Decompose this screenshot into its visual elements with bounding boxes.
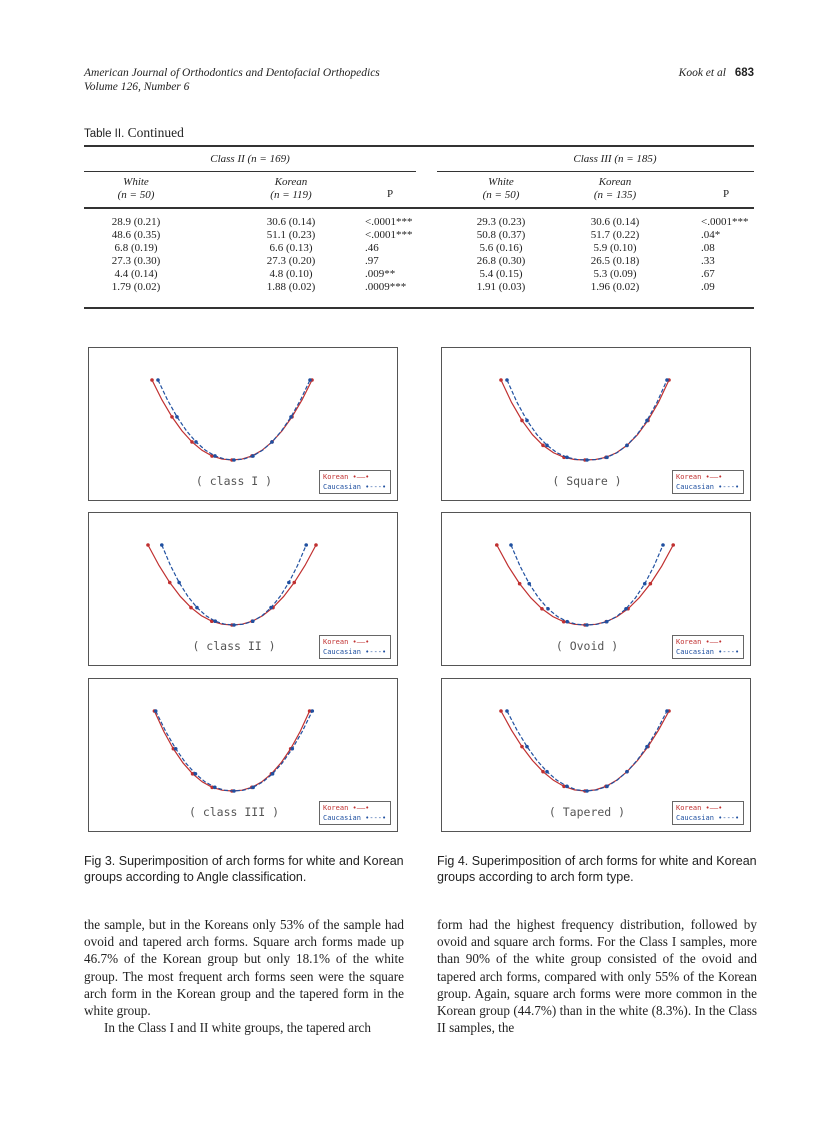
arch-point: [308, 378, 312, 382]
caucasian-line-icon: •---•: [365, 648, 387, 656]
journal-volume: Volume 126, Number 6: [84, 81, 190, 93]
table-cell: 5.6 (0.16): [479, 242, 523, 254]
arch-point: [269, 606, 273, 610]
legend-caucasian-label: Caucasian: [323, 648, 361, 656]
running-header: [84, 66, 380, 94]
panel-label: ( class II ): [192, 639, 276, 653]
korean-line-icon: •——•: [352, 638, 370, 646]
table-cell: 30.6 (0.14): [590, 216, 640, 228]
table-cell: 4.4 (0.14): [114, 268, 158, 280]
arch-point: [525, 419, 529, 423]
legend-korean-label: Korean: [676, 638, 702, 646]
arch-point: [251, 454, 255, 458]
table-cell: 1.91 (0.03): [476, 281, 526, 293]
paragraph: form had the highest frequency distribution, followed by ovoid and square arch forms. For the Class I samples, more than 90% of the white group consisted of the ovoid and tapered arch forms, compared with only 55% of the Korean group. Again, square arch forms were more common in the Korean group (44.7%) than in the white (8.3%). In the Class II samples, the: [437, 917, 757, 1036]
korean-line-icon: •——•: [705, 473, 723, 481]
caucasian-line-icon: •---•: [718, 483, 740, 491]
arch-point: [213, 786, 217, 790]
arch-point: [213, 619, 217, 623]
column-header: Korean: [274, 176, 308, 188]
table-cell: .009**: [365, 268, 396, 280]
table-cell: 5.4 (0.15): [479, 268, 523, 280]
arch-point: [232, 458, 236, 462]
legend-caucasian: [676, 647, 740, 657]
fig3-panel: [88, 678, 398, 832]
table-cell: 26.8 (0.30): [476, 255, 526, 267]
table-cell: 1.79 (0.02): [111, 281, 161, 293]
arch-point: [160, 543, 164, 547]
fig3-caption: [84, 853, 404, 885]
table-cell: 51.7 (0.22): [590, 229, 640, 241]
arch-point: [499, 709, 503, 713]
arch-point: [310, 709, 314, 713]
caucasian-arch-line: [158, 380, 310, 460]
arch-point: [625, 770, 629, 774]
arch-point: [505, 378, 509, 382]
column-header: Korean: [598, 176, 632, 188]
legend-korean: [323, 803, 387, 813]
legend: [319, 635, 391, 659]
caucasian-arch-line: [511, 545, 663, 625]
table-cell: 29.3 (0.23): [476, 216, 526, 228]
legend-caucasian-label: Caucasian: [676, 483, 714, 491]
arch-point: [175, 415, 179, 419]
journal-name: American Journal of Orthodontics and Dentofacial Orthopedics: [84, 67, 380, 79]
arch-point: [270, 440, 274, 444]
arch-point: [605, 785, 609, 789]
paragraph: the sample, but in the Koreans only 53% of the sample had ovoid and tapered arch forms. Square arch forms made up 46.7% of the Korean group but only 18.1% of the white group. The most frequent arch forms seen were the square arch form in the Korean group and the tapered form in the white group.: [84, 917, 404, 1019]
arch-point: [146, 543, 150, 547]
legend-korean-label: Korean: [676, 804, 702, 812]
column-header: White: [123, 176, 149, 188]
arch-point: [292, 581, 296, 585]
page-header-right: [679, 66, 754, 80]
legend-caucasian-label: Caucasian: [676, 814, 714, 822]
arch-point: [645, 419, 649, 423]
header-rule: [84, 207, 754, 209]
group-rule-1: [84, 171, 416, 172]
table-cell: <.0001***: [701, 216, 749, 228]
legend-korean: [676, 472, 740, 482]
arch-point: [645, 745, 649, 749]
arch-point: [624, 607, 628, 611]
table-cell: .08: [701, 242, 715, 254]
korean-line-icon: •——•: [705, 638, 723, 646]
table-cell: 30.6 (0.14): [266, 216, 316, 228]
arch-point: [545, 444, 549, 448]
korean-arch-line: [152, 380, 312, 460]
caucasian-arch-line: [507, 380, 667, 460]
panel-label: ( Square ): [552, 474, 622, 488]
legend: [319, 801, 391, 825]
arch-point: [499, 378, 503, 382]
table-cell: <.0001***: [365, 216, 413, 228]
arch-point: [585, 458, 589, 462]
arch-point: [271, 772, 275, 776]
arch-point: [565, 620, 569, 624]
column-header: White: [488, 176, 514, 188]
arch-point: [661, 543, 665, 547]
legend: [672, 635, 744, 659]
fig3-caption-text: Superimposition of arch forms for white and Korean groups according to Angle classification.: [84, 854, 404, 884]
panel-label: ( Ovoid ): [555, 639, 619, 653]
body-right-column: [437, 916, 757, 1036]
legend-korean-label: Korean: [676, 473, 702, 481]
table-top-rule: [84, 145, 754, 147]
table-cell: 6.8 (0.19): [114, 242, 158, 254]
table-cell: 50.8 (0.37): [476, 229, 526, 241]
arch-point: [565, 456, 569, 460]
fig4-label: Fig 4.: [437, 854, 469, 868]
arch-point: [665, 709, 669, 713]
arch-point: [525, 745, 529, 749]
arch-point: [154, 709, 158, 713]
arch-point: [156, 378, 160, 382]
arch-point: [177, 581, 181, 585]
group-header: Class III (n = 185): [573, 153, 657, 165]
legend-caucasian-label: Caucasian: [676, 648, 714, 656]
arch-point: [643, 582, 647, 586]
table-cell: 27.3 (0.30): [111, 255, 161, 267]
table-cell: 28.9 (0.21): [111, 216, 161, 228]
legend-caucasian: [676, 813, 740, 823]
table-cell: 5.3 (0.09): [593, 268, 637, 280]
korean-arch-line: [501, 711, 669, 791]
table-cell: 4.8 (0.10): [269, 268, 313, 280]
arch-point: [520, 419, 524, 423]
legend-caucasian-label: Caucasian: [323, 814, 361, 822]
table-caption: Continued: [127, 125, 184, 140]
column-header: (n = 50): [117, 189, 155, 201]
column-header: P: [386, 188, 394, 200]
table-cell: <.0001***: [365, 229, 413, 241]
legend-korean-label: Korean: [323, 804, 349, 812]
arch-point: [170, 415, 174, 419]
legend-korean: [676, 803, 740, 813]
table-cell: 27.3 (0.20): [266, 255, 316, 267]
korean-line-icon: •——•: [352, 473, 370, 481]
table-cell: 6.6 (0.13): [269, 242, 313, 254]
legend-caucasian: [323, 482, 387, 492]
column-header: (n = 119): [270, 189, 312, 201]
table-cell: .46: [365, 242, 379, 254]
legend: [319, 470, 391, 494]
arch-point: [289, 415, 293, 419]
arch-point: [585, 789, 589, 793]
legend-caucasian-label: Caucasian: [323, 483, 361, 491]
arch-point: [649, 582, 653, 586]
korean-line-icon: •——•: [352, 804, 370, 812]
page-number: 683: [734, 67, 754, 79]
caucasian-line-icon: •---•: [718, 648, 740, 656]
arch-point: [540, 607, 544, 611]
arch-point: [605, 456, 609, 460]
caucasian-line-icon: •---•: [718, 814, 740, 822]
legend: [672, 470, 744, 494]
arch-point: [605, 620, 609, 624]
arch-point: [527, 582, 531, 586]
arch-point: [287, 581, 291, 585]
arch-point: [520, 745, 524, 749]
arch-point: [150, 378, 154, 382]
fig4-caption-text: Superimposition of arch forms for white and Korean groups according to arch form type.: [437, 854, 757, 884]
column-header: P: [722, 188, 730, 200]
legend-korean: [323, 637, 387, 647]
korean-arch-line: [497, 545, 673, 625]
arch-point: [195, 606, 199, 610]
column-header: (n = 50): [482, 189, 520, 201]
arch-point: [541, 770, 545, 774]
arch-point: [518, 582, 522, 586]
group-header: Class II (n = 169): [210, 153, 290, 165]
table-cell: .97: [365, 255, 379, 267]
arch-point: [665, 378, 669, 382]
arch-point: [168, 581, 172, 585]
legend-korean: [323, 472, 387, 482]
arch-point: [314, 543, 318, 547]
table-cell: 51.1 (0.23): [266, 229, 316, 241]
legend-caucasian: [676, 482, 740, 492]
caucasian-line-icon: •---•: [365, 814, 387, 822]
arch-point: [625, 444, 629, 448]
legend-korean-label: Korean: [323, 473, 349, 481]
fig4-panel: [441, 512, 751, 666]
arch-point: [545, 770, 549, 774]
arch-point: [509, 543, 513, 547]
caucasian-arch-line: [162, 545, 306, 625]
arch-point: [565, 785, 569, 789]
arch-point: [546, 607, 550, 611]
fig3-label: Fig 3.: [84, 854, 116, 868]
body-left-column: [84, 916, 404, 1036]
arch-point: [232, 623, 236, 627]
authors: Kook et al: [678, 67, 726, 79]
table-cell: 48.6 (0.35): [111, 229, 161, 241]
legend-korean-label: Korean: [323, 638, 349, 646]
arch-point: [290, 747, 294, 751]
caucasian-arch-line: [507, 711, 667, 791]
arch-point: [495, 543, 499, 547]
table-cell: .67: [701, 268, 715, 280]
arch-point: [671, 543, 675, 547]
legend-caucasian: [323, 813, 387, 823]
table-label: Table II.: [84, 128, 125, 140]
table-title: [84, 125, 184, 141]
table-cell: 1.96 (0.02): [590, 281, 640, 293]
column-header: (n = 135): [593, 189, 637, 201]
arch-point: [189, 606, 193, 610]
legend: [672, 801, 744, 825]
fig4-caption: [437, 853, 757, 885]
table-cell: 5.9 (0.10): [593, 242, 637, 254]
arch-point: [232, 789, 236, 793]
paragraph: In the Class I and II white groups, the tapered arch: [104, 1020, 371, 1036]
fig3-panel: [88, 347, 398, 501]
arch-point: [174, 747, 178, 751]
table-cell: 1.88 (0.02): [266, 281, 316, 293]
table-cell: 26.5 (0.18): [590, 255, 640, 267]
arch-point: [213, 454, 217, 458]
legend-korean: [676, 637, 740, 647]
arch-point: [585, 623, 589, 627]
arch-point: [194, 440, 198, 444]
table-cell: .33: [701, 255, 715, 267]
arch-point: [505, 709, 509, 713]
arch-point: [194, 772, 198, 776]
arch-point: [304, 543, 308, 547]
fig4-panel: [441, 678, 751, 832]
fig3-panel: [88, 512, 398, 666]
panel-label: ( class III ): [188, 805, 279, 819]
panel-label: ( class I ): [195, 474, 273, 488]
arch-point: [251, 786, 255, 790]
caucasian-line-icon: •---•: [365, 483, 387, 491]
fig4-panel: [441, 347, 751, 501]
table-bottom-rule: [84, 307, 754, 309]
korean-arch-line: [148, 545, 316, 625]
group-rule-2: [437, 171, 754, 172]
table-cell: .09: [701, 281, 715, 293]
korean-line-icon: •——•: [705, 804, 723, 812]
table-cell: .04*: [701, 229, 721, 241]
arch-point: [190, 440, 194, 444]
arch-point: [251, 619, 255, 623]
table-cell: .0009***: [365, 281, 407, 293]
legend-caucasian: [323, 647, 387, 657]
arch-point: [541, 444, 545, 448]
panel-label: ( Tapered ): [548, 805, 626, 819]
